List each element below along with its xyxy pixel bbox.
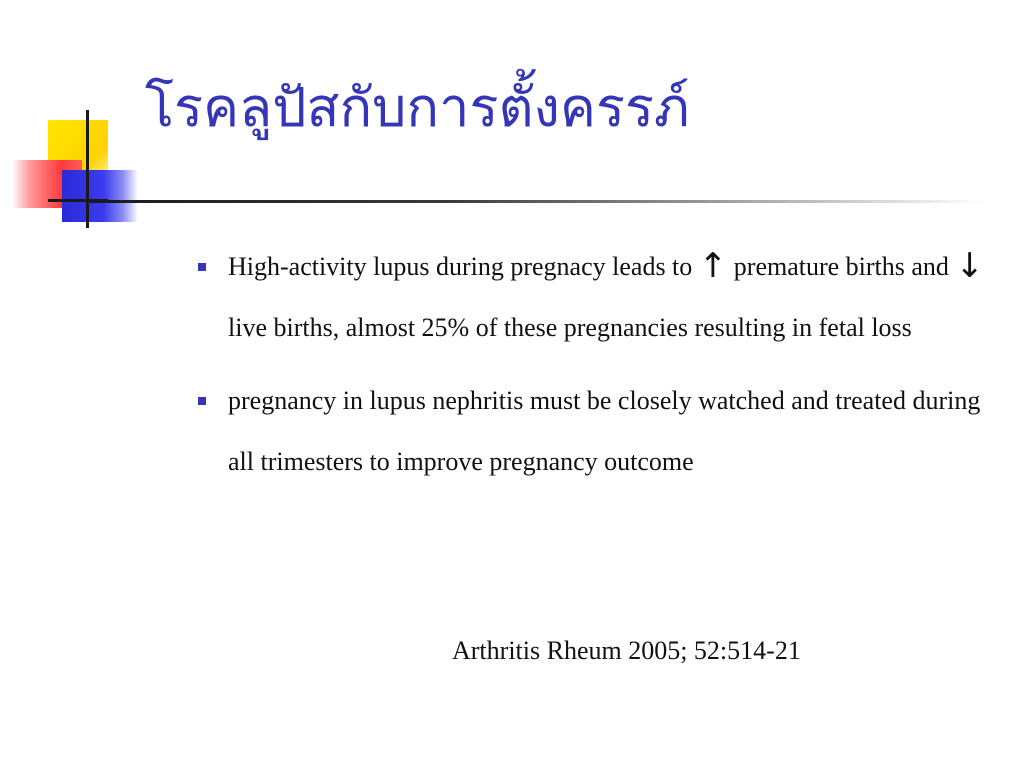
up-arrow-icon: ↑ bbox=[698, 246, 728, 286]
blue-square bbox=[62, 170, 138, 222]
bullet-2-text: pregnancy in lupus nephritis must be closely watched and treated during all trimesters to improve pregnancy outcome bbox=[228, 386, 981, 476]
slide-title: โรคลูปัสกับการตั้งครรภ์ bbox=[145, 76, 690, 139]
citation: Arthritis Rheum 2005; 52:514-21 bbox=[452, 636, 801, 665]
bullet-item-2 bbox=[196, 370, 986, 492]
bullet-square-icon bbox=[198, 397, 206, 405]
title-underline bbox=[88, 200, 988, 203]
bullet-item-1 bbox=[196, 236, 986, 358]
down-arrow-icon: ↓ bbox=[955, 246, 984, 286]
decorative-corner-graphic bbox=[0, 0, 160, 240]
bullet-1-text-b: premature births and bbox=[727, 252, 956, 281]
vertical-line bbox=[86, 110, 89, 228]
bullet-square-icon bbox=[198, 263, 206, 271]
bullet-1-text-a: High-activity lupus during pregnacy leads to bbox=[228, 252, 699, 281]
bullet-1-text-c: live births, almost 25% of these pregnancies resulting in fetal loss bbox=[228, 313, 912, 342]
bullet-list bbox=[196, 236, 986, 504]
